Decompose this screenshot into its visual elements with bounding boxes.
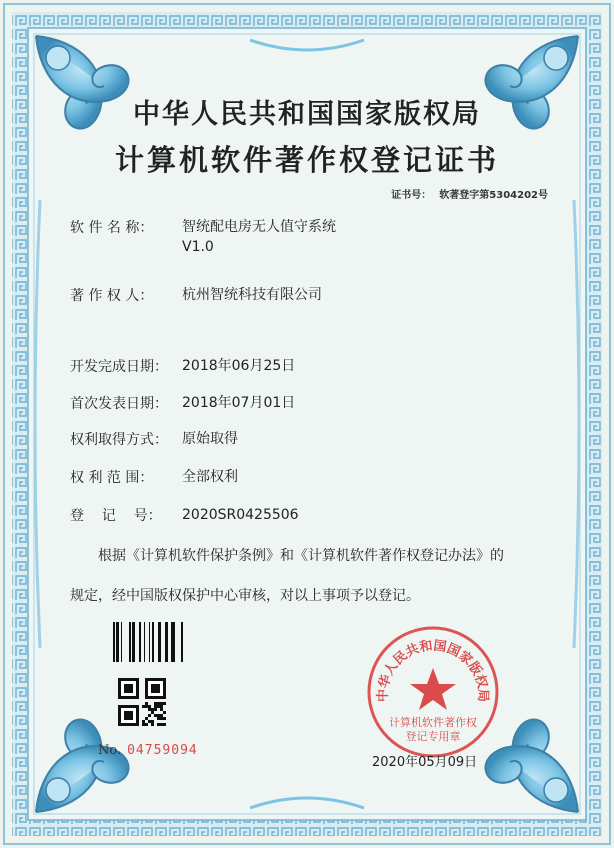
serial-number — [98, 743, 198, 758]
issue-date: 2020年05月09日 — [372, 755, 478, 770]
registration-statement — [70, 536, 550, 616]
acquisition-method-value: 原始取得 — [182, 431, 238, 447]
statement-line-1: 根据《计算机软件保护条例》和《计算机软件著作权登记办法》的 — [98, 548, 504, 564]
field-label: 首次发表日期： — [70, 396, 168, 412]
serial-prefix: No. — [98, 743, 122, 758]
software-name-value: 智统配电房无人值守系统 — [182, 219, 336, 235]
statement-line-2: 规定，经中国版权保护中心审核，对以上事项予以登记。 — [70, 588, 420, 604]
certificate-title: 计算机软件著作权登记证书 — [114, 143, 499, 177]
field-label: 著 作 权 人： — [70, 288, 154, 304]
seal-line-1: 计算机软件著作权 — [389, 716, 477, 729]
serial-value: 04759094 — [127, 743, 198, 758]
seal-outer-text: 中华人民共和国国家版权局 — [375, 638, 491, 703]
development-date-value: 2018年06月25日 — [182, 358, 296, 374]
field-publication-date — [70, 393, 295, 413]
certificate-number — [391, 186, 548, 201]
field-development-date — [70, 356, 295, 376]
field-copyright-owner — [70, 285, 322, 305]
publication-date-value: 2018年07月01日 — [182, 395, 296, 411]
registration-number-value: 2020SR0425506 — [182, 507, 299, 523]
qr-code — [118, 678, 166, 726]
copyright-owner-value: 杭州智统科技有限公司 — [182, 287, 322, 303]
certificate-number-label: 证书号： — [391, 190, 432, 201]
field-label: 开发完成日期： — [70, 359, 168, 375]
field-label: 权 利 范 围： — [70, 470, 154, 486]
barcode — [113, 622, 183, 662]
field-label: 权利取得方式： — [70, 432, 168, 448]
seal-line-2: 登记专用章 — [405, 730, 461, 743]
field-label: 登 记 号： — [70, 508, 162, 524]
seal-star-icon — [410, 668, 456, 710]
rights-scope-value: 全部权利 — [182, 469, 238, 485]
software-version-value: V1.0 — [182, 239, 214, 255]
field-label: 软 件 名 称： — [70, 220, 154, 236]
issuing-authority: 中华人民共和国国家版权局 — [133, 99, 481, 130]
field-registration-number — [70, 505, 299, 525]
field-software-name — [70, 217, 336, 257]
field-acquisition-method — [70, 429, 238, 449]
certificate-number-value: 软著登字第5304202号 — [439, 190, 548, 201]
field-rights-scope — [70, 467, 238, 487]
official-seal — [363, 622, 503, 762]
